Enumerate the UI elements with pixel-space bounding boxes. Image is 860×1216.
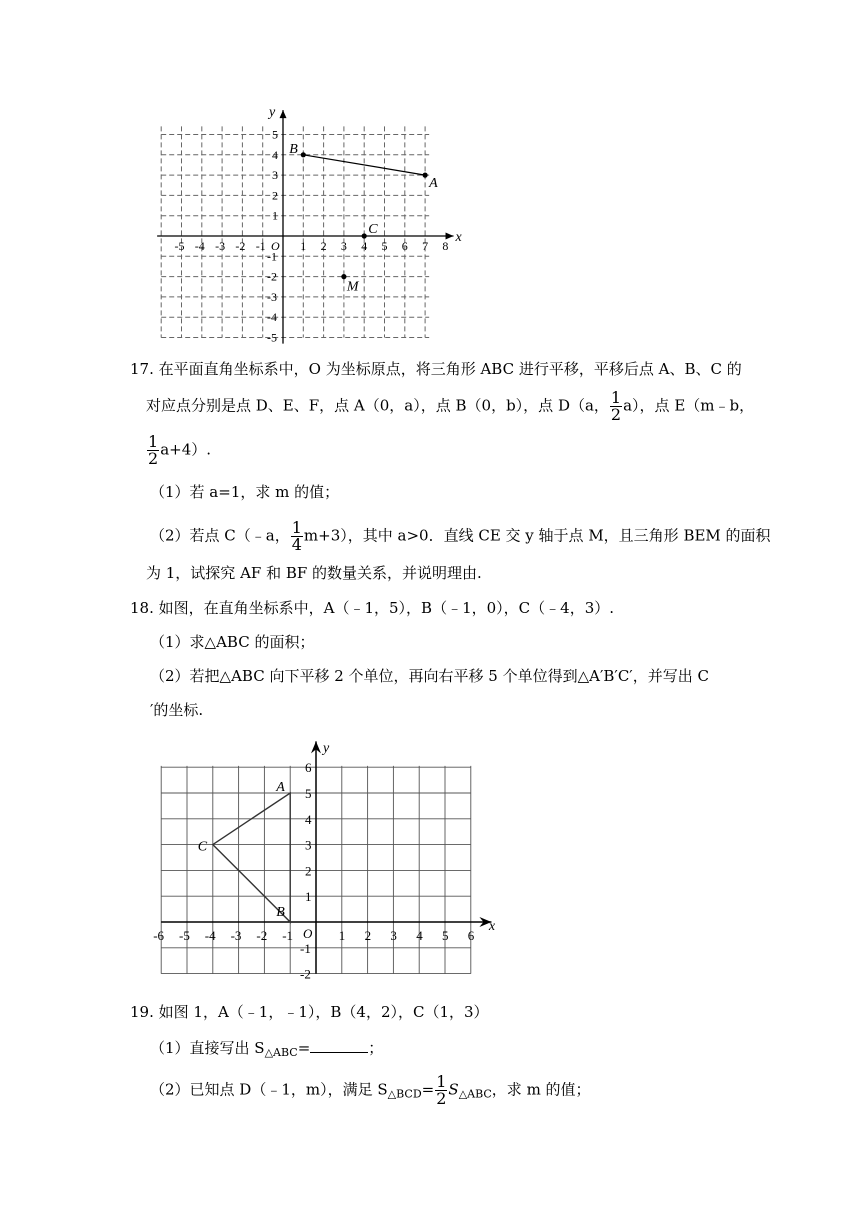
x-tick-label: -5	[179, 928, 190, 943]
y-tick-label: 4	[272, 147, 278, 162]
x-axis-label: x	[488, 919, 496, 934]
coordinate-figure-2	[145, 728, 505, 990]
x-tick-label: -5	[174, 239, 185, 253]
y-tick-label: -4	[267, 310, 277, 325]
q17-text1: 在平面直角坐标系中，O 为坐标原点，将三角形 ABC 进行平移，平移后点 A、B、C 的	[158, 360, 742, 378]
y-tick-label: 3	[305, 837, 312, 853]
point-m	[341, 274, 346, 279]
q17-line1	[130, 359, 742, 379]
q17-part2a: （2）若点 C（﹣a，	[150, 526, 290, 545]
q18-part1: （1）求△ABC 的面积；	[150, 633, 315, 651]
x-tick-label: 5	[381, 239, 388, 253]
x-tick-label: 4	[416, 928, 423, 943]
q17-number: 17.	[130, 360, 154, 378]
y-tick-label: 5	[272, 127, 278, 142]
x-tick-label: -2	[235, 239, 246, 253]
coordinate-figure-1	[140, 100, 462, 350]
q19-number: 19.	[130, 1003, 154, 1021]
y-tick-label: 2	[305, 863, 312, 879]
q17-text2a: 对应点分别是点 D、E、F，点 A（0，a），点 B（0，b），点 D（a，	[146, 396, 609, 415]
q19-line1	[130, 1002, 489, 1022]
point-a	[423, 173, 428, 178]
q17-part2c: 为 1，试探究 AF 和 BF 的数量关系，并说明理由.	[146, 564, 482, 582]
x-tick-label: 1	[338, 928, 346, 943]
y-tick-label: 5	[305, 786, 312, 801]
q18-line1	[130, 598, 614, 618]
y-tick-label: 4	[305, 811, 312, 827]
y-axis-label: y	[323, 740, 330, 756]
fraction-half: $\frac{1}{2}$	[610, 388, 622, 424]
point-b	[301, 152, 306, 157]
x-tick-label: -4	[204, 928, 216, 943]
point-label-c: C	[368, 222, 378, 237]
x-tick-label: 1	[300, 239, 307, 253]
x-tick-label: 3	[390, 928, 397, 943]
y-axis-label: y	[269, 105, 276, 121]
q18-number: 18.	[130, 599, 154, 617]
y-tick-label: -2	[267, 269, 277, 284]
q17-part1: （1）若 a=1，求 m 的值；	[150, 483, 340, 501]
y-tick-label: -3	[267, 289, 277, 304]
q18-text1: 如图，在直角坐标系中，A（﹣1，5），B（﹣1，0），C（﹣4，3）.	[158, 599, 615, 617]
y-tick-label: 3	[272, 168, 278, 183]
x-tick-label: 6	[467, 928, 475, 943]
triangle-abc	[213, 793, 290, 922]
q17-part2	[150, 520, 771, 553]
x-tick-label: -3	[215, 239, 226, 253]
x-tick-label: -4	[194, 239, 205, 253]
x-tick-label: 5	[442, 928, 449, 943]
x-tick-label: -1	[255, 239, 266, 253]
y-tick-label: 1	[305, 889, 312, 905]
x-tick-label: -1	[282, 928, 294, 943]
origin-label: O	[303, 926, 313, 941]
x-tick-label: O	[271, 239, 280, 253]
x-tick-label: -6	[153, 928, 165, 943]
x-tick-label: 7	[422, 239, 429, 253]
fraction-quarter: $\frac{1}{4}$	[291, 518, 302, 554]
y-tick-label: -5	[267, 330, 277, 345]
fraction-half: $\frac{1}{2}$	[436, 1072, 447, 1108]
q18-part2b: ′的坐标.	[150, 701, 204, 719]
point-label-c: C	[197, 839, 208, 855]
q19-part1: （1）直接写出 $S_{\triangle ABC}=$ ；	[150, 1039, 384, 1059]
x-tick-label: 6	[401, 239, 408, 253]
q19-text1: 如图 1，A（﹣1，﹣1），B（4，2），C（1，3）	[158, 1003, 489, 1021]
y-tick-label: -2	[300, 966, 311, 982]
x-tick-label: 4	[361, 239, 368, 253]
segment-ab	[303, 155, 425, 175]
y-tick-label: -1	[300, 940, 311, 956]
fraction-half: $\frac{1}{2}$	[148, 432, 159, 468]
y-tick-label: 2	[272, 188, 278, 203]
x-tick-label: -2	[256, 928, 268, 943]
q17-line2	[146, 390, 754, 423]
y-tick-label: 6	[305, 760, 312, 776]
x-tick-label: 2	[320, 239, 327, 253]
answer-blank[interactable]	[310, 1038, 368, 1053]
q19-part2: （2）已知点 D（﹣1，m），满足 $S_{\triangle BCD}=$ $\frac{1}{2}$ $S_{\triangle ABC}$，求 m 的值；	[150, 1072, 591, 1108]
point-c	[362, 233, 367, 238]
y-tick-label: -1	[267, 249, 277, 264]
point-label-m: M	[346, 279, 359, 295]
q18-part2a: （2）若把△ABC 向下平移 2 个单位，再向右平移 5 个单位得到△A′B′C′，并写出 C	[150, 667, 709, 685]
x-tick-label: -3	[230, 928, 242, 943]
x-tick-label: 3	[340, 239, 347, 253]
q17-text2b: a），点 E（m﹣b，	[623, 396, 755, 415]
y-tick-label: 1	[272, 208, 278, 223]
point-label-a: A	[276, 780, 285, 795]
point-label-b: B	[289, 141, 298, 157]
point-label-b: B	[276, 905, 285, 920]
x-tick-label: 8	[442, 239, 449, 253]
x-axis-label: x	[455, 230, 462, 245]
x-tick-label: 2	[364, 928, 372, 943]
q17-part2b: m+3），其中 a>0．直线 CE 交 y 轴于点 M，且三角形 BEM 的面积	[303, 526, 771, 545]
y-axis-arrow	[280, 110, 287, 118]
q17-text3: a+4）.	[160, 440, 212, 459]
q17-line3	[146, 434, 211, 467]
point-label-a: A	[429, 176, 438, 192]
